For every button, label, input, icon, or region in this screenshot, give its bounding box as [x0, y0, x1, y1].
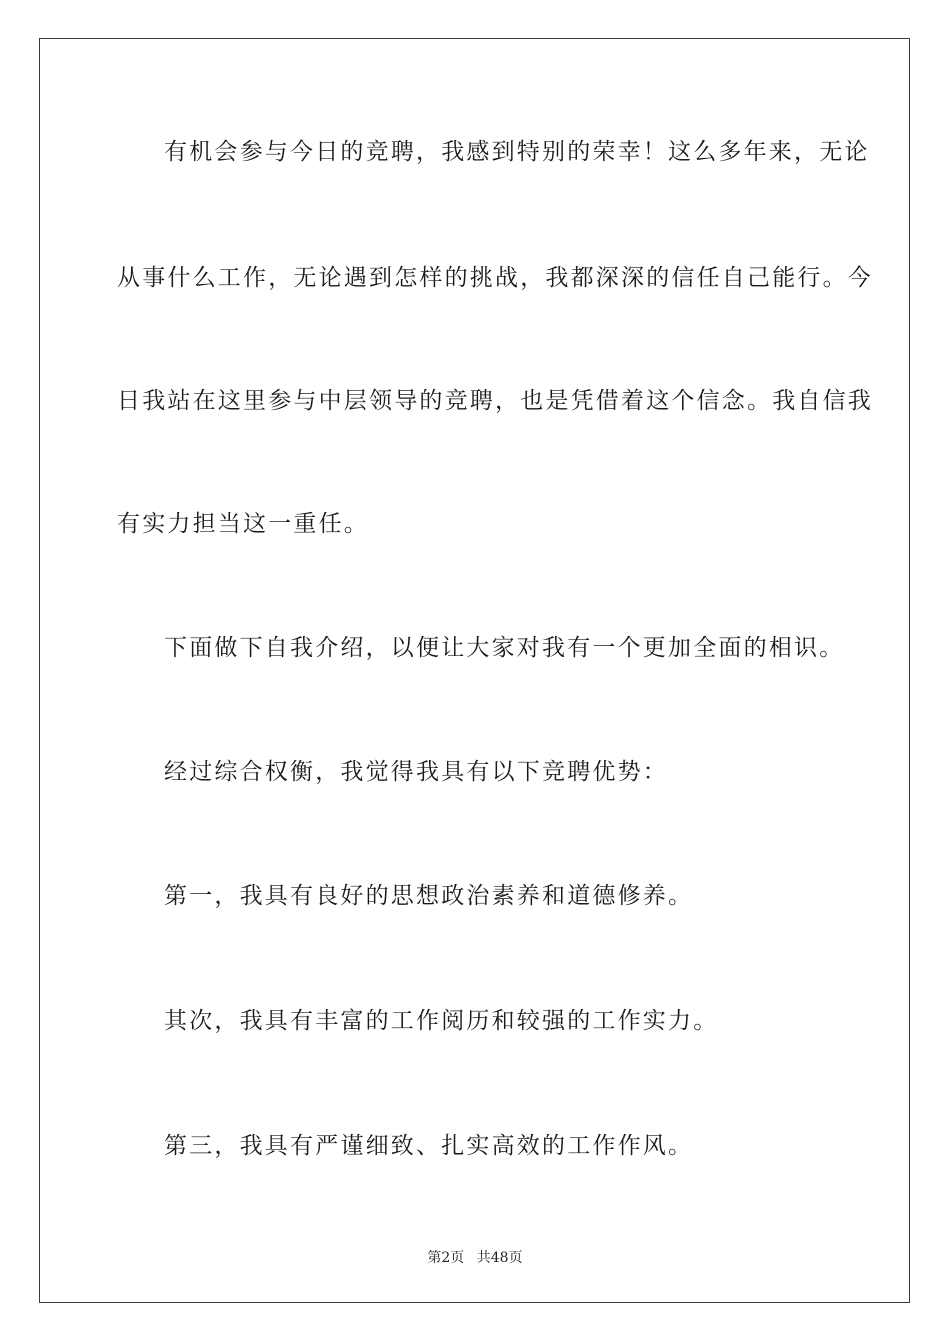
paragraph-line: 第一，我具有良好的思想政治素养和道德修养。 — [164, 883, 694, 909]
page-border — [39, 38, 910, 1303]
paragraph-line: 其次，我具有丰富的工作阅历和较强的工作实力。 — [164, 1008, 719, 1034]
paragraph-line: 下面做下自我介绍，以便让大家对我有一个更加全面的相识。 — [164, 635, 845, 661]
paragraph-line: 日我站在这里参与中层领导的竞聘，也是凭借着这个信念。我自信我 — [117, 388, 873, 414]
paragraph-line: 第三，我具有严谨细致、扎实高效的工作作风。 — [164, 1133, 694, 1159]
page-footer — [0, 1247, 950, 1267]
paragraph-line: 有实力担当这一重任。 — [117, 511, 369, 537]
page-number: 第2页 — [427, 1250, 465, 1266]
paragraph-line: 经过综合权衡，我觉得我具有以下竞聘优势： — [164, 759, 668, 785]
paragraph-line: 有机会参与今日的竞聘，我感到特别的荣幸！这么多年来，无论 — [164, 139, 870, 165]
paragraph-line: 从事什么工作，无论遇到怎样的挑战，我都深深的信任自己能行。今 — [117, 265, 873, 291]
total-pages: 共48页 — [476, 1250, 523, 1266]
